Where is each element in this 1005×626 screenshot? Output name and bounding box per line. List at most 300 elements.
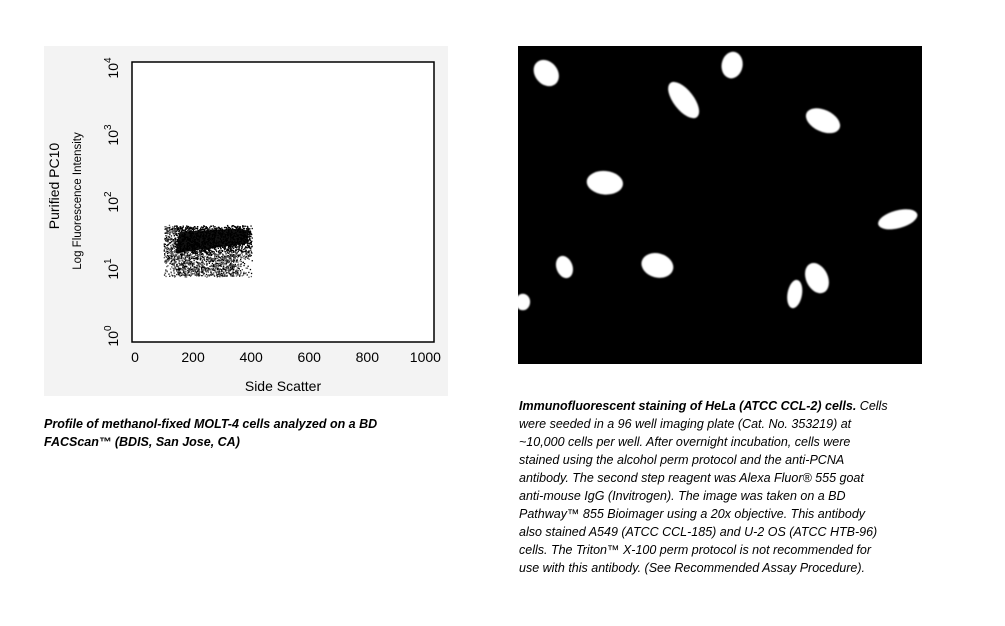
event-dot (206, 234, 207, 235)
event-dot (234, 244, 235, 245)
event-dot (233, 269, 234, 270)
event-dot (201, 232, 202, 233)
event-dot (228, 253, 229, 254)
event-dot (189, 248, 190, 249)
event-dot (236, 247, 237, 248)
event-dot (211, 275, 212, 276)
event-dot (228, 230, 229, 231)
event-dot (225, 236, 226, 237)
event-dot (242, 244, 243, 245)
event-dot (180, 237, 181, 238)
event-dot (199, 247, 200, 248)
event-dot (226, 270, 227, 271)
event-dot (244, 263, 245, 264)
event-dot (176, 248, 177, 249)
event-dot (248, 231, 249, 232)
event-dot (236, 243, 237, 244)
event-dot (215, 272, 216, 273)
event-dot (240, 264, 241, 265)
event-dot (179, 241, 180, 242)
event-dot (222, 243, 223, 244)
event-dot (194, 267, 195, 268)
event-dot (194, 239, 195, 240)
event-dot (174, 259, 175, 260)
event-dot (176, 269, 177, 270)
event-dot (179, 228, 180, 229)
event-dot (211, 243, 212, 244)
event-dot (224, 230, 225, 231)
event-dot (231, 252, 232, 253)
event-dot (204, 267, 205, 268)
event-dot (176, 225, 177, 226)
event-dot (189, 264, 190, 265)
event-dot (181, 268, 182, 269)
event-dot (179, 234, 180, 235)
event-dot (192, 256, 193, 257)
event-dot (196, 242, 197, 243)
event-dot (237, 270, 238, 271)
event-dot (193, 237, 194, 238)
event-dot (250, 232, 251, 233)
event-dot (240, 272, 241, 273)
event-dot (251, 244, 252, 245)
event-dot (210, 239, 211, 240)
event-dot (232, 238, 233, 239)
event-dot (178, 259, 179, 260)
event-dot (238, 243, 239, 244)
event-dot (204, 226, 205, 227)
event-dot (179, 252, 180, 253)
event-dot (204, 263, 205, 264)
event-dot (242, 238, 243, 239)
event-dot (229, 242, 230, 243)
event-dot (200, 228, 201, 229)
event-dot (202, 265, 203, 266)
event-dot (181, 263, 182, 264)
event-dot (247, 241, 248, 242)
event-dot (179, 268, 180, 269)
event-dot (245, 273, 246, 274)
event-dot (233, 236, 234, 237)
event-dot (230, 249, 231, 250)
event-dot (232, 246, 233, 247)
event-dot (177, 244, 178, 245)
event-dot (216, 263, 217, 264)
event-dot (229, 251, 230, 252)
event-dot (248, 272, 249, 273)
event-dot (251, 234, 252, 235)
event-dot (247, 268, 248, 269)
event-dot (180, 258, 181, 259)
event-dot (165, 247, 166, 248)
event-dot (169, 257, 170, 258)
event-dot (170, 239, 171, 240)
event-dot (226, 263, 227, 264)
event-dot (190, 239, 191, 240)
event-dot (242, 254, 243, 255)
event-dot (174, 241, 175, 242)
event-dot (190, 267, 191, 268)
event-dot (188, 252, 189, 253)
event-dot (235, 232, 236, 233)
event-dot (191, 269, 192, 270)
event-dot (216, 266, 217, 267)
event-dot (178, 247, 179, 248)
event-dot (195, 274, 196, 275)
event-dot (178, 242, 179, 243)
event-dot (197, 234, 198, 235)
event-dot (237, 249, 238, 250)
event-dot (178, 263, 179, 264)
event-dot (239, 254, 240, 255)
event-dot (197, 226, 198, 227)
event-dot (176, 230, 177, 231)
event-dot (199, 229, 200, 230)
event-dot (228, 235, 229, 236)
event-dot (190, 262, 191, 263)
event-dot (171, 235, 172, 236)
event-dot (237, 257, 238, 258)
event-dot (195, 269, 196, 270)
event-dot (201, 250, 202, 251)
event-dot (250, 230, 251, 231)
event-dot (210, 269, 211, 270)
event-dot (213, 269, 214, 270)
event-dot (172, 232, 173, 233)
event-dot (182, 243, 183, 244)
event-dot (186, 246, 187, 247)
event-dot (235, 253, 236, 254)
event-dot (222, 236, 223, 237)
event-dot (224, 269, 225, 270)
event-dot (195, 248, 196, 249)
event-dot (203, 272, 204, 273)
event-dot (227, 251, 228, 252)
event-dot (209, 245, 210, 246)
event-dot (228, 270, 229, 271)
event-dot (174, 265, 175, 266)
event-dot (242, 233, 243, 234)
event-dot (189, 232, 190, 233)
event-dot (184, 230, 185, 231)
event-dot (193, 250, 194, 251)
event-dot (188, 226, 189, 227)
y-tick-label: $10^3$ (103, 124, 121, 146)
event-dot (193, 241, 194, 242)
event-dot (206, 252, 207, 253)
event-dot (241, 250, 242, 251)
event-dot (204, 260, 205, 261)
event-dot (201, 226, 202, 227)
event-dot (199, 262, 200, 263)
event-dot (222, 229, 223, 230)
event-dot (222, 251, 223, 252)
event-dot (209, 266, 210, 267)
event-dot (167, 251, 168, 252)
event-dot (232, 225, 233, 226)
event-dot (249, 243, 250, 244)
y-tick-label: $10^1$ (103, 258, 121, 280)
event-dot (222, 274, 223, 275)
event-dot (224, 274, 225, 275)
event-dot (218, 273, 219, 274)
event-dot (232, 241, 233, 242)
event-dot (177, 237, 178, 238)
event-dot (238, 229, 239, 230)
event-dot (230, 269, 231, 270)
event-dot (220, 258, 221, 259)
event-dot (215, 249, 216, 250)
micrograph-caption (519, 397, 889, 577)
event-dot (221, 245, 222, 246)
event-dot (232, 275, 233, 276)
event-dot (248, 229, 249, 230)
event-dot (218, 237, 219, 238)
event-dot (203, 274, 204, 275)
event-dot (174, 256, 175, 257)
event-dot (203, 251, 204, 252)
event-dot (228, 237, 229, 238)
event-dot (215, 232, 216, 233)
event-dot (241, 251, 242, 252)
event-dot (248, 251, 249, 252)
event-dot (209, 228, 210, 229)
event-dot (228, 272, 229, 273)
event-dot (210, 252, 211, 253)
event-dot (217, 235, 218, 236)
event-dot (219, 227, 220, 228)
event-dot (218, 251, 219, 252)
event-dot (181, 256, 182, 257)
event-dot (198, 274, 199, 275)
event-dot (201, 245, 202, 246)
event-dot (240, 260, 241, 261)
event-dot (241, 246, 242, 247)
event-dot (181, 258, 182, 259)
hela-nuclei-image (518, 46, 922, 364)
event-dot (193, 233, 194, 234)
event-dot (193, 227, 194, 228)
event-dot (202, 270, 203, 271)
event-dot (243, 258, 244, 259)
event-dot (191, 233, 192, 234)
event-dot (187, 236, 188, 237)
event-dot (172, 226, 173, 227)
event-dot (170, 245, 171, 246)
event-dot (221, 236, 222, 237)
event-dot (247, 229, 248, 230)
event-dot (229, 234, 230, 235)
event-dot (228, 228, 229, 229)
event-dot (187, 243, 188, 244)
event-dot (239, 241, 240, 242)
scatter-plot (44, 46, 448, 396)
event-dot (207, 249, 208, 250)
event-dot (209, 242, 210, 243)
event-dot (240, 237, 241, 238)
event-dot (230, 236, 231, 237)
event-dot (173, 245, 174, 246)
event-dot (219, 263, 220, 264)
event-dot (179, 235, 180, 236)
event-dot (176, 228, 177, 229)
event-dot (233, 233, 234, 234)
event-dot (245, 237, 246, 238)
event-dot (193, 246, 194, 247)
event-dot (242, 231, 243, 232)
event-dot (167, 265, 168, 266)
event-dot (222, 262, 223, 263)
event-dot (183, 227, 184, 228)
event-dot (224, 233, 225, 234)
event-dot (212, 260, 213, 261)
event-dot (235, 226, 236, 227)
event-dot (218, 266, 219, 267)
event-dot (234, 235, 235, 236)
event-dot (196, 247, 197, 248)
event-dot (214, 228, 215, 229)
event-dot (172, 275, 173, 276)
event-dot (208, 236, 209, 237)
event-dot (188, 250, 189, 251)
event-dot (247, 236, 248, 237)
event-dot (239, 276, 240, 277)
event-dot (231, 231, 232, 232)
event-dot (180, 276, 181, 277)
event-dot (230, 239, 231, 240)
event-dot (243, 232, 244, 233)
event-dot (207, 243, 208, 244)
event-dot (167, 259, 168, 260)
event-dot (191, 244, 192, 245)
event-dot (239, 268, 240, 269)
event-dot (185, 274, 186, 275)
micrograph-background (518, 46, 922, 364)
event-dot (251, 252, 252, 253)
event-dot (219, 271, 220, 272)
event-dot (197, 229, 198, 230)
event-dot (243, 262, 244, 263)
event-dot (207, 236, 208, 237)
event-dot (242, 269, 243, 270)
event-dot (247, 258, 248, 259)
event-dot (221, 227, 222, 228)
event-dot (203, 245, 204, 246)
event-dot (170, 251, 171, 252)
event-dot (185, 257, 186, 258)
x-axis-ticks (131, 349, 441, 365)
event-dot (249, 254, 250, 255)
event-dot (208, 240, 209, 241)
event-dot (230, 263, 231, 264)
event-dot (177, 269, 178, 270)
event-dot (235, 257, 236, 258)
event-dot (182, 257, 183, 258)
micrograph-caption-body: Cells were seeded in a 96 well imaging plate (Cat. No. 353219) at ~10,000 cells per well. After overnight incubation, cells were stained using the alcohol perm protocol and the anti-PCNA antibody. The second step reagent was Alexa Fluor® 555 goat anti-mouse IgG (Invitrogen). The image was taken on a BD Pathway™ 855 Bioimager using a 20x objective. This antibody also stained A549 (ATCC CCL-185) and U-2 OS (ATCC HTB-96) cells. The Triton™ X-100 perm protocol is not recommended for use with this antibody. (See Recommended Assay Procedure). (519, 399, 888, 575)
event-dot (168, 239, 169, 240)
event-dot (252, 260, 253, 261)
event-dot (169, 237, 170, 238)
y-axis-label-primary: Purified PC10 (46, 142, 62, 230)
event-dot (239, 246, 240, 247)
event-dot (199, 237, 200, 238)
event-dot (166, 236, 167, 237)
event-dot (226, 259, 227, 260)
event-dot (199, 266, 200, 267)
event-dot (178, 270, 179, 271)
event-dot (208, 272, 209, 273)
event-dot (196, 235, 197, 236)
event-dot (243, 274, 244, 275)
event-dot (218, 248, 219, 249)
event-dot (224, 256, 225, 257)
event-dot (204, 249, 205, 250)
event-dot (233, 261, 234, 262)
event-dot (171, 260, 172, 261)
event-dot (164, 254, 165, 255)
event-dot (188, 272, 189, 273)
event-dot (208, 274, 209, 275)
event-dot (183, 271, 184, 272)
event-dot (172, 263, 173, 264)
event-dot (248, 266, 249, 267)
event-dot (240, 227, 241, 228)
event-dot (187, 227, 188, 228)
event-dot (206, 261, 207, 262)
event-dot (201, 267, 202, 268)
event-dot (203, 254, 204, 255)
event-dot (197, 256, 198, 257)
event-dot (208, 254, 209, 255)
event-dot (170, 248, 171, 249)
event-dot (194, 260, 195, 261)
event-dot (249, 237, 250, 238)
event-dot (252, 237, 253, 238)
event-dot (204, 246, 205, 247)
event-dot (233, 251, 234, 252)
event-dot (194, 256, 195, 257)
event-dot (211, 251, 212, 252)
event-dot (166, 228, 167, 229)
event-dot (179, 265, 180, 266)
event-dot (187, 254, 188, 255)
event-dot (206, 268, 207, 269)
event-dot (165, 260, 166, 261)
event-dot (177, 258, 178, 259)
event-dot (231, 273, 232, 274)
event-dot (228, 249, 229, 250)
event-dot (226, 276, 227, 277)
event-dot (165, 228, 166, 229)
event-dot (222, 234, 223, 235)
event-dot (232, 270, 233, 271)
event-dot (167, 233, 168, 234)
event-dot (251, 276, 252, 277)
event-dot (186, 226, 187, 227)
event-dot (178, 274, 179, 275)
event-dot (242, 275, 243, 276)
event-dot (237, 264, 238, 265)
event-dot (243, 238, 244, 239)
event-dot (235, 230, 236, 231)
event-dot (166, 251, 167, 252)
event-dot (199, 241, 200, 242)
event-dot (174, 238, 175, 239)
event-dot (187, 274, 188, 275)
event-dot (213, 265, 214, 266)
event-dot (174, 229, 175, 230)
event-dot (194, 226, 195, 227)
